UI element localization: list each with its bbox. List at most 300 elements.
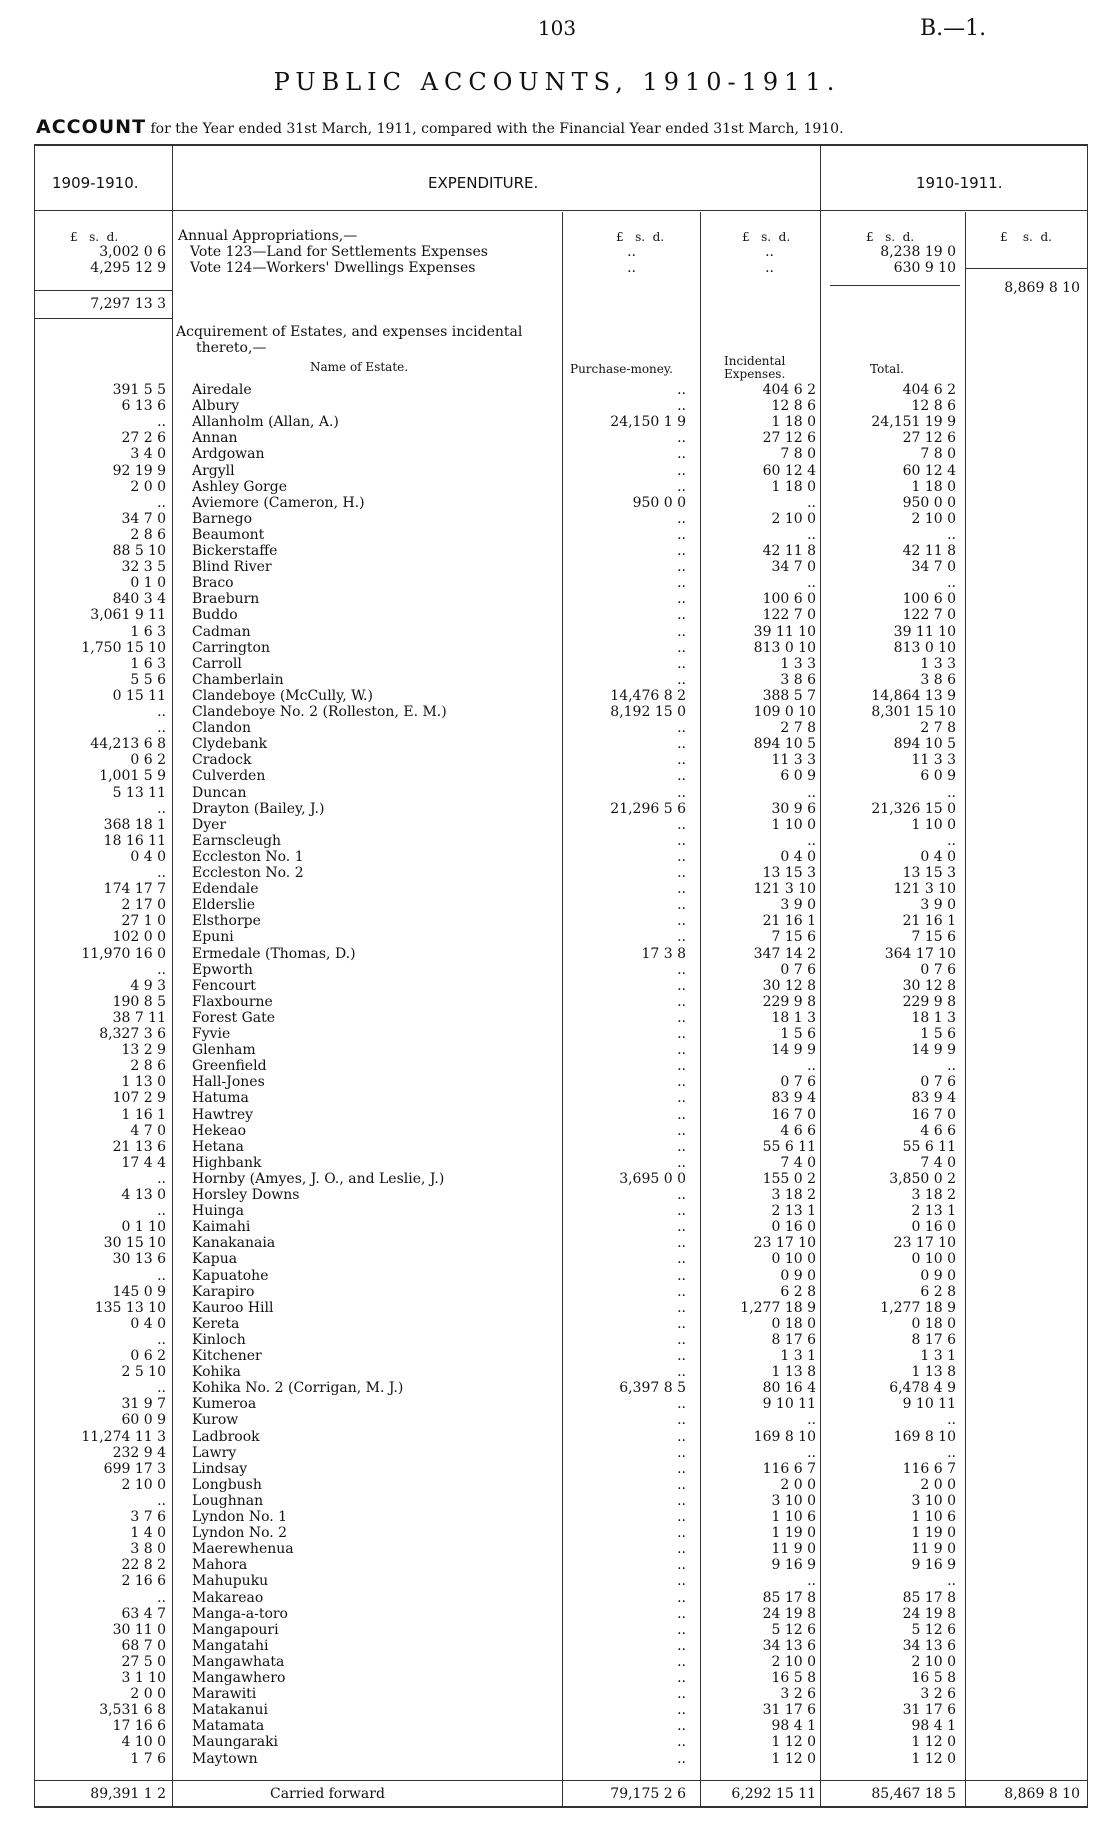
appropriation-purchase: .. (627, 260, 636, 276)
estate-incidental: 116 6 7 (762, 1461, 816, 1477)
estate-incidental: 5 12 6 (771, 1622, 816, 1638)
estate-incidental: 813 0 10 (753, 640, 816, 656)
estate-purchase-money: 24,150 1 9 (610, 414, 686, 430)
estate-total: 42 11 8 (902, 543, 956, 559)
estate-name: Ermedale (Thomas, D.) (192, 946, 356, 962)
estate-incidental: 21 16 1 (762, 913, 816, 929)
estate-total: 34 13 6 (902, 1638, 956, 1654)
estate-prev-year: 22 8 2 (121, 1557, 166, 1573)
footer-total: 85,467 18 5 (871, 1786, 956, 1802)
estate-purchase-money: .. (677, 1187, 686, 1203)
estate-prev-year: 11,274 11 3 (81, 1429, 166, 1445)
estate-incidental: 18 1 3 (771, 1010, 816, 1026)
estate-total: 3 9 0 (920, 897, 956, 913)
estate-name: Bickerstaffe (192, 543, 278, 559)
estate-purchase-money: .. (677, 463, 686, 479)
estate-incidental: 0 10 0 (771, 1251, 816, 1267)
estate-prev-year: 18 16 11 (103, 833, 166, 849)
estate-incidental: 7 4 0 (780, 1155, 816, 1171)
estate-name: Argyll (192, 463, 235, 479)
estate-purchase-money: .. (677, 1622, 686, 1638)
estate-prev-year: 5 5 6 (130, 672, 166, 688)
estate-purchase-money: .. (677, 511, 686, 527)
estate-purchase-money: .. (677, 994, 686, 1010)
estate-prev-year: 27 1 0 (121, 913, 166, 929)
appropriation-grand-total: 8,869 8 10 (1004, 280, 1080, 296)
estate-purchase-money: 21,296 5 6 (610, 801, 686, 817)
estate-name: Braeburn (192, 591, 260, 607)
col-purchase-money: Purchase-money. (570, 362, 673, 376)
estate-incidental: 3 9 0 (780, 897, 816, 913)
estate-name: Cradock (192, 752, 252, 768)
currency-purchase: £ s. d. (616, 230, 665, 244)
estate-incidental: .. (807, 1573, 816, 1589)
estate-name: Barnego (192, 511, 253, 527)
col-divider-purchase (562, 212, 563, 1806)
estate-incidental: .. (807, 1058, 816, 1074)
estate-total: 1 5 6 (920, 1026, 956, 1042)
estate-purchase-money: .. (677, 1251, 686, 1267)
estate-incidental: 80 16 4 (762, 1380, 816, 1396)
estate-purchase-money: .. (677, 1525, 686, 1541)
estate-incidental: 0 7 6 (780, 962, 816, 978)
estates-heading-1: Acquirement of Estates, and expenses incidental (176, 324, 523, 340)
estate-name: Hetana (192, 1139, 244, 1155)
estate-total: 8,301 15 10 (871, 704, 956, 720)
estate-name: Ladbrook (192, 1429, 260, 1445)
estate-name: Dyer (192, 817, 227, 833)
estate-incidental: 1 12 0 (771, 1751, 816, 1767)
estate-incidental: 100 6 0 (762, 591, 816, 607)
estate-name: Fyvie (192, 1026, 231, 1042)
estate-prev-year: 30 15 10 (103, 1235, 166, 1251)
estate-purchase-money: .. (677, 1058, 686, 1074)
estate-prev-year: 2 16 6 (121, 1573, 166, 1589)
estate-name: Glenham (192, 1042, 256, 1058)
estate-purchase-money: .. (677, 1107, 686, 1123)
estate-incidental: 1 10 0 (771, 817, 816, 833)
estate-purchase-money: .. (677, 720, 686, 736)
estate-total: .. (947, 833, 956, 849)
estate-prev-year: 2 5 10 (121, 1364, 166, 1380)
estate-name: Matakanui (192, 1702, 268, 1718)
estate-purchase-money: .. (677, 1541, 686, 1557)
estate-prev-year: 102 0 0 (112, 929, 166, 945)
estate-name: Loughnan (192, 1493, 264, 1509)
estate-incidental: 1 5 6 (780, 1026, 816, 1042)
estate-name: Hornby (Amyes, J. O., and Leslie, J.) (192, 1171, 445, 1187)
col-name-of-estate: Name of Estate. (310, 360, 409, 374)
estate-purchase-money: .. (677, 559, 686, 575)
estate-incidental: 122 7 0 (762, 607, 816, 623)
estate-incidental: 8 17 6 (771, 1332, 816, 1348)
estate-total: 1,277 18 9 (880, 1300, 956, 1316)
estate-total: 16 5 8 (911, 1670, 956, 1686)
estate-name: Kitchener (192, 1348, 262, 1364)
estate-total: 3,850 0 2 (889, 1171, 956, 1187)
estate-purchase-money: .. (677, 624, 686, 640)
estate-prev-year: 4 7 0 (130, 1123, 166, 1139)
estate-incidental: 229 9 8 (762, 994, 816, 1010)
estate-total: 3 18 2 (911, 1187, 956, 1203)
estate-prev-year: 190 8 5 (112, 994, 166, 1010)
estate-total: 2 10 0 (911, 511, 956, 527)
estate-incidental: 3 8 6 (780, 672, 816, 688)
estate-name: Earnscleugh (192, 833, 282, 849)
estate-total: 116 6 7 (902, 1461, 956, 1477)
estate-name: Buddo (192, 607, 238, 623)
estate-incidental: 1 18 0 (771, 414, 816, 430)
estate-incidental: 14 9 9 (771, 1042, 816, 1058)
estate-incidental: 85 17 8 (762, 1590, 816, 1606)
estate-prev-year: 30 13 6 (112, 1251, 166, 1267)
estate-incidental: .. (807, 495, 816, 511)
estate-purchase-money: .. (677, 1509, 686, 1525)
estate-name: Greenfield (192, 1058, 267, 1074)
estate-incidental: 2 0 0 (780, 1477, 816, 1493)
estate-prev-year: 0 1 10 (121, 1219, 166, 1235)
account-subtitle (36, 116, 844, 138)
estate-prev-year: 0 1 0 (130, 575, 166, 591)
left-border (34, 144, 35, 1808)
estate-purchase-money: .. (677, 1010, 686, 1026)
estate-purchase-money: .. (677, 1493, 686, 1509)
appropriation-total-rule (34, 290, 172, 291)
estate-total: 6 2 8 (920, 1284, 956, 1300)
estate-name: Epuni (192, 929, 234, 945)
appropriations-heading: Annual Appropriations,— (178, 228, 358, 244)
estate-prev-year: 92 19 9 (112, 463, 166, 479)
estate-purchase-money: .. (677, 575, 686, 591)
estate-purchase-money: .. (677, 752, 686, 768)
estate-purchase-money: .. (677, 1396, 686, 1412)
estate-total: .. (947, 1573, 956, 1589)
estate-name: Mangapouri (192, 1622, 279, 1638)
estate-prev-year: 2 10 0 (121, 1477, 166, 1493)
total-rule (34, 1780, 1088, 1781)
estate-total: 100 6 0 (902, 591, 956, 607)
appropriation-final-rule (965, 268, 1087, 269)
estate-prev-year: 1 6 3 (130, 624, 166, 640)
estate-total: 6 0 9 (920, 768, 956, 784)
estate-name: Hawtrey (192, 1107, 254, 1123)
estate-purchase-money: .. (677, 1557, 686, 1573)
estate-name: Kurow (192, 1412, 239, 1428)
footer-label: Carried forward (270, 1786, 385, 1802)
estate-prev-year: 4 10 0 (121, 1734, 166, 1750)
estate-total: 24 19 8 (902, 1606, 956, 1622)
estate-total: 18 1 3 (911, 1010, 956, 1026)
col-incidental-2: Expenses. (724, 367, 786, 381)
estate-name: Chamberlain (192, 672, 284, 688)
estate-name: Clandeboye (McCully, W.) (192, 688, 373, 704)
estate-purchase-money: .. (677, 591, 686, 607)
appropriation-total: 630 9 10 (893, 260, 956, 276)
estate-prev-year: 145 0 9 (112, 1284, 166, 1300)
estate-prev-year: 107 2 9 (112, 1090, 166, 1106)
estate-purchase-money: .. (677, 1573, 686, 1589)
estate-prev-year: 391 5 5 (112, 382, 166, 398)
estate-purchase-money: .. (677, 1139, 686, 1155)
estate-name: Eccleston No. 1 (192, 849, 304, 865)
estate-prev-year: 11,970 16 0 (81, 946, 166, 962)
estate-incidental: 3 2 6 (780, 1686, 816, 1702)
estate-total: 12 8 6 (911, 398, 956, 414)
estate-total: 30 12 8 (902, 978, 956, 994)
estate-total: 11 3 3 (911, 752, 956, 768)
estate-prev-year: 63 4 7 (121, 1606, 166, 1622)
estate-prev-year: 0 4 0 (130, 1316, 166, 1332)
estate-purchase-money: .. (677, 962, 686, 978)
estate-name: Carroll (192, 656, 242, 672)
estate-name: Aviemore (Cameron, H.) (192, 495, 365, 511)
estate-total: 1 3 3 (920, 656, 956, 672)
estate-total: 813 0 10 (893, 640, 956, 656)
estate-name: Lindsay (192, 1461, 248, 1477)
estate-purchase-money: .. (677, 1219, 686, 1235)
estate-incidental: 388 5 7 (762, 688, 816, 704)
estate-total: 5 12 6 (911, 1622, 956, 1638)
estate-prev-year: 68 7 0 (121, 1638, 166, 1654)
estate-purchase-money: .. (677, 1461, 686, 1477)
estate-purchase-money: .. (677, 929, 686, 945)
estate-incidental: 2 13 1 (771, 1203, 816, 1219)
estate-name: Horsley Downs (192, 1187, 300, 1203)
subtitle-text: for the Year ended 31st March, 1911, compared with the Financial Year ended 31st March, 1910. (150, 121, 844, 137)
estate-purchase-money: .. (677, 1606, 686, 1622)
estate-name: Lawry (192, 1445, 237, 1461)
estate-purchase-money: .. (677, 1412, 686, 1428)
col-incidental-1: Incidental (724, 354, 786, 368)
estate-purchase-money: .. (677, 849, 686, 865)
estate-total: 1 3 1 (920, 1348, 956, 1364)
estate-incidental: .. (807, 785, 816, 801)
estate-total: 55 6 11 (902, 1139, 956, 1155)
estate-incidental: 11 9 0 (771, 1541, 816, 1557)
estate-purchase-money: .. (677, 881, 686, 897)
estate-prev-year: 3 7 6 (130, 1509, 166, 1525)
estate-name: Kumeroa (192, 1396, 257, 1412)
estate-name: Forest Gate (192, 1010, 276, 1026)
estate-prev-year: 3,061 9 11 (90, 607, 166, 623)
estate-incidental: 121 3 10 (753, 881, 816, 897)
estate-name: Braco (192, 575, 234, 591)
estate-prev-year: 174 17 7 (103, 881, 166, 897)
estate-incidental: 13 15 3 (762, 865, 816, 881)
estate-total: 14 9 9 (911, 1042, 956, 1058)
estate-total: 9 10 11 (902, 1396, 956, 1412)
estate-name: Fencourt (192, 978, 256, 994)
estate-purchase-money: 950 0 0 (632, 495, 686, 511)
estate-incidental: 2 10 0 (771, 511, 816, 527)
estate-incidental: 1 19 0 (771, 1525, 816, 1541)
estate-purchase-money: .. (677, 978, 686, 994)
estate-incidental: 16 7 0 (771, 1107, 816, 1123)
estate-prev-year: .. (157, 720, 166, 736)
estate-total: 1 19 0 (911, 1525, 956, 1541)
estate-total: 7 15 6 (911, 929, 956, 945)
page-number: 103 (537, 16, 577, 40)
estate-prev-year: .. (157, 704, 166, 720)
currency-total: £ s. d. (866, 230, 915, 244)
estate-purchase-money: .. (677, 785, 686, 801)
estate-incidental: 30 12 8 (762, 978, 816, 994)
estate-purchase-money: .. (677, 1026, 686, 1042)
estate-name: Allanholm (Allan, A.) (192, 414, 339, 430)
estate-prev-year: 3,531 6 8 (99, 1702, 166, 1718)
estate-purchase-money: .. (677, 527, 686, 543)
estate-purchase-money: .. (677, 398, 686, 414)
estate-total: 2 0 0 (920, 1477, 956, 1493)
estate-name: Duncan (192, 785, 247, 801)
estate-prev-year: 8,327 3 6 (99, 1026, 166, 1042)
estate-incidental: 7 8 0 (780, 446, 816, 462)
estate-total: .. (947, 1058, 956, 1074)
estate-purchase-money: .. (677, 1300, 686, 1316)
estate-name: Flaxbourne (192, 994, 273, 1010)
estate-prev-year: 232 9 4 (112, 1445, 166, 1461)
estate-purchase-money: .. (677, 1686, 686, 1702)
appropriation-total: 8,238 19 0 (880, 244, 956, 260)
account-word: ACCOUNT (36, 116, 147, 138)
col-divider-incidental (700, 212, 701, 1806)
estate-total: 122 7 0 (902, 607, 956, 623)
estate-prev-year: 2 8 6 (130, 1058, 166, 1074)
estate-prev-year: 2 0 0 (130, 1686, 166, 1702)
estate-prev-year: 3 4 0 (130, 446, 166, 462)
estate-name: Kanakanaia (192, 1235, 276, 1251)
estate-purchase-money: .. (677, 1042, 686, 1058)
estate-purchase-money: .. (677, 1638, 686, 1654)
estate-incidental: 16 5 8 (771, 1670, 816, 1686)
estate-incidental: 60 12 4 (762, 463, 816, 479)
estate-name: Makareao (192, 1590, 264, 1606)
estate-total: 229 9 8 (902, 994, 956, 1010)
estate-purchase-money: .. (677, 897, 686, 913)
footer-prev: 89,391 1 2 (90, 1786, 166, 1802)
estate-name: Kinloch (192, 1332, 246, 1348)
estate-total: 0 7 6 (920, 962, 956, 978)
estate-total: 85 17 8 (902, 1590, 956, 1606)
estate-purchase-money: .. (677, 736, 686, 752)
estate-incidental: 9 16 9 (771, 1557, 816, 1573)
estate-total: .. (947, 527, 956, 543)
estate-incidental: 34 13 6 (762, 1638, 816, 1654)
estate-total: 0 9 0 (920, 1268, 956, 1284)
estate-total: 14,864 13 9 (871, 688, 956, 704)
estate-incidental: 1,277 18 9 (740, 1300, 816, 1316)
estate-name: Hatuma (192, 1090, 249, 1106)
appropriation-incidental: .. (765, 260, 774, 276)
estate-incidental: 0 9 0 (780, 1268, 816, 1284)
estate-purchase-money: .. (677, 672, 686, 688)
estate-prev-year: .. (157, 495, 166, 511)
appropriation-prev: 4,295 12 9 (90, 260, 166, 276)
estate-total: 3 10 0 (911, 1493, 956, 1509)
estate-name: Annan (192, 430, 238, 446)
estate-purchase-money: 6,397 8 5 (619, 1380, 686, 1396)
col-divider-total (820, 144, 821, 1808)
estate-name: Hall-Jones (192, 1074, 265, 1090)
estate-name: Carrington (192, 640, 270, 656)
estate-incidental: .. (807, 1412, 816, 1428)
estate-prev-year: .. (157, 1203, 166, 1219)
estate-purchase-money: .. (677, 1734, 686, 1750)
estate-name: Kohika (192, 1364, 241, 1380)
estate-incidental: .. (807, 833, 816, 849)
header-expenditure: EXPENDITURE. (428, 174, 539, 192)
estate-name: Drayton (Bailey, J.) (192, 801, 325, 817)
estate-name: Airedale (192, 382, 252, 398)
estate-total: .. (947, 1412, 956, 1428)
document-title: PUBLIC ACCOUNTS, 1910-1911. (273, 68, 841, 96)
estate-incidental: 169 8 10 (753, 1429, 816, 1445)
estate-total: 0 10 0 (911, 1251, 956, 1267)
footer-final: 8,869 8 10 (1004, 1786, 1080, 1802)
estate-incidental: 2 10 0 (771, 1654, 816, 1670)
estate-purchase-money: .. (677, 1364, 686, 1380)
estate-name: Ardgowan (192, 446, 265, 462)
estate-prev-year: 17 4 4 (121, 1155, 166, 1171)
estate-total: 1 12 0 (911, 1734, 956, 1750)
estate-prev-year: 88 5 10 (112, 543, 166, 559)
estate-prev-year: 699 17 3 (103, 1461, 166, 1477)
estate-purchase-money: 3,695 0 0 (619, 1171, 686, 1187)
estate-name: Karapiro (192, 1284, 255, 1300)
estate-prev-year: 4 13 0 (121, 1187, 166, 1203)
estate-incidental: 23 17 10 (753, 1235, 816, 1251)
estate-incidental: 155 0 2 (762, 1171, 816, 1187)
estate-name: Culverden (192, 768, 266, 784)
estate-incidental: 98 4 1 (771, 1718, 816, 1734)
col-total: Total. (870, 362, 904, 376)
estate-total: 31 17 6 (902, 1702, 956, 1718)
estate-purchase-money: .. (677, 865, 686, 881)
estate-total: 60 12 4 (902, 463, 956, 479)
estate-purchase-money: .. (677, 768, 686, 784)
estate-incidental: 39 11 10 (753, 624, 816, 640)
estate-total: 21,326 15 0 (871, 801, 956, 817)
estate-prev-year: .. (157, 865, 166, 881)
estate-total: 39 11 10 (893, 624, 956, 640)
estate-total: 364 17 10 (884, 946, 956, 962)
estate-name: Kapuatohe (192, 1268, 269, 1284)
estate-incidental: 24 19 8 (762, 1606, 816, 1622)
estate-total: 11 9 0 (911, 1541, 956, 1557)
estate-incidental: .. (807, 527, 816, 543)
estate-purchase-money: .. (677, 1155, 686, 1171)
estate-total: 1 13 8 (911, 1364, 956, 1380)
estate-incidental: 2 7 8 (780, 720, 816, 736)
header-bottom-rule (34, 210, 1088, 211)
estate-incidental: 109 0 10 (753, 704, 816, 720)
estate-total: 24,151 19 9 (871, 414, 956, 430)
estate-incidental: 83 9 4 (771, 1090, 816, 1106)
estate-prev-year: 368 18 1 (103, 817, 166, 833)
estate-prev-year: 2 8 6 (130, 527, 166, 543)
estate-total: 6,478 4 9 (889, 1380, 956, 1396)
appropriation-sum-rule (830, 285, 960, 286)
estate-incidental: 0 7 6 (780, 1074, 816, 1090)
appropriation-label: Vote 123—Land for Settlements Expenses (190, 244, 488, 260)
prev-total-rule (34, 318, 172, 319)
estate-total: .. (947, 575, 956, 591)
footer-purchase: 79,175 2 6 (610, 1786, 686, 1802)
estate-incidental: 34 7 0 (771, 559, 816, 575)
estate-purchase-money: .. (677, 1090, 686, 1106)
estate-incidental: 9 10 11 (762, 1396, 816, 1412)
estate-purchase-money: .. (677, 1284, 686, 1300)
